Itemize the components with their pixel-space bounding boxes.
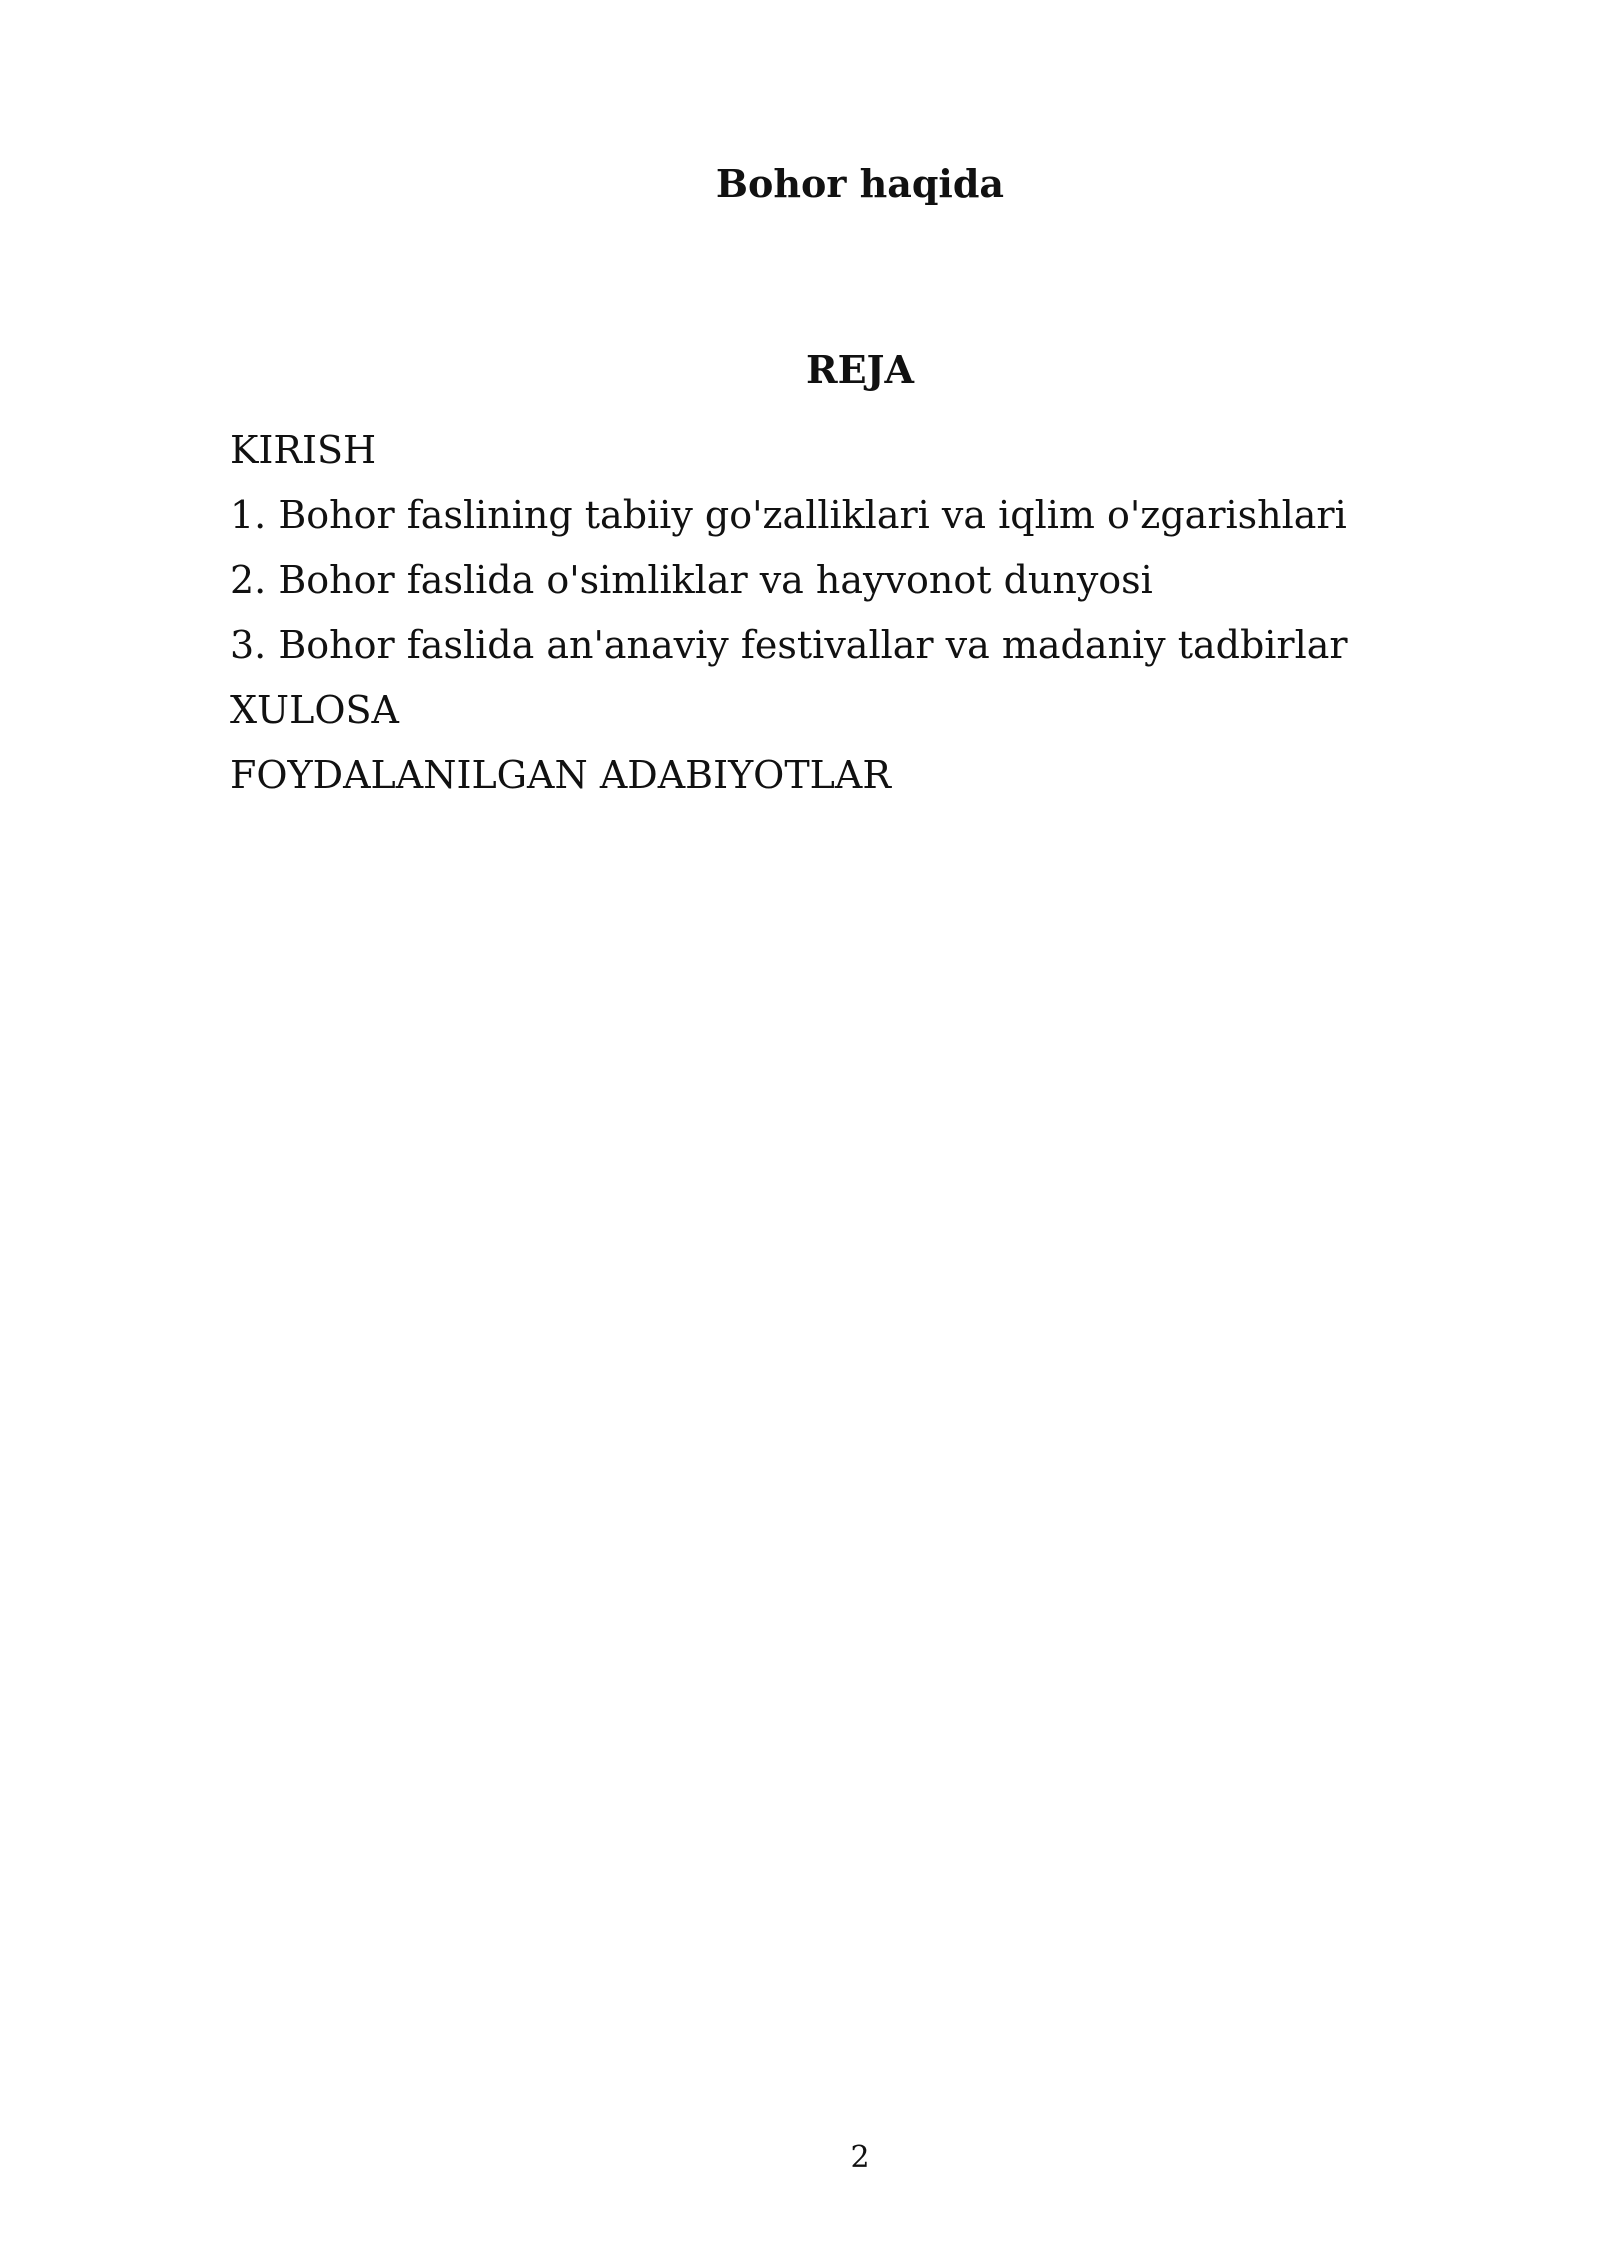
plan-item-intro: KIRISH [230, 428, 377, 472]
plan-item-1: 1. Bohor faslining tabiiy go'zalliklari va iqlim o'zgarishlari [230, 493, 1347, 537]
plan-heading: REJA [805, 347, 914, 392]
plan-item-conclusion: XULOSA [230, 688, 399, 732]
plan-item-3: 3. Bohor faslida an'anaviy festivallar va madaniy tadbirlar [230, 623, 1348, 667]
document-title: Bohor haqida [715, 161, 1005, 206]
plan-item-2: 2. Bohor faslida o'simliklar va hayvonot dunyosi [230, 558, 1153, 602]
plan-list [230, 418, 1348, 808]
page-number: 2 [850, 2140, 870, 2175]
plan-item-references: FOYDALANILGAN ADABIYOTLAR [230, 753, 891, 797]
